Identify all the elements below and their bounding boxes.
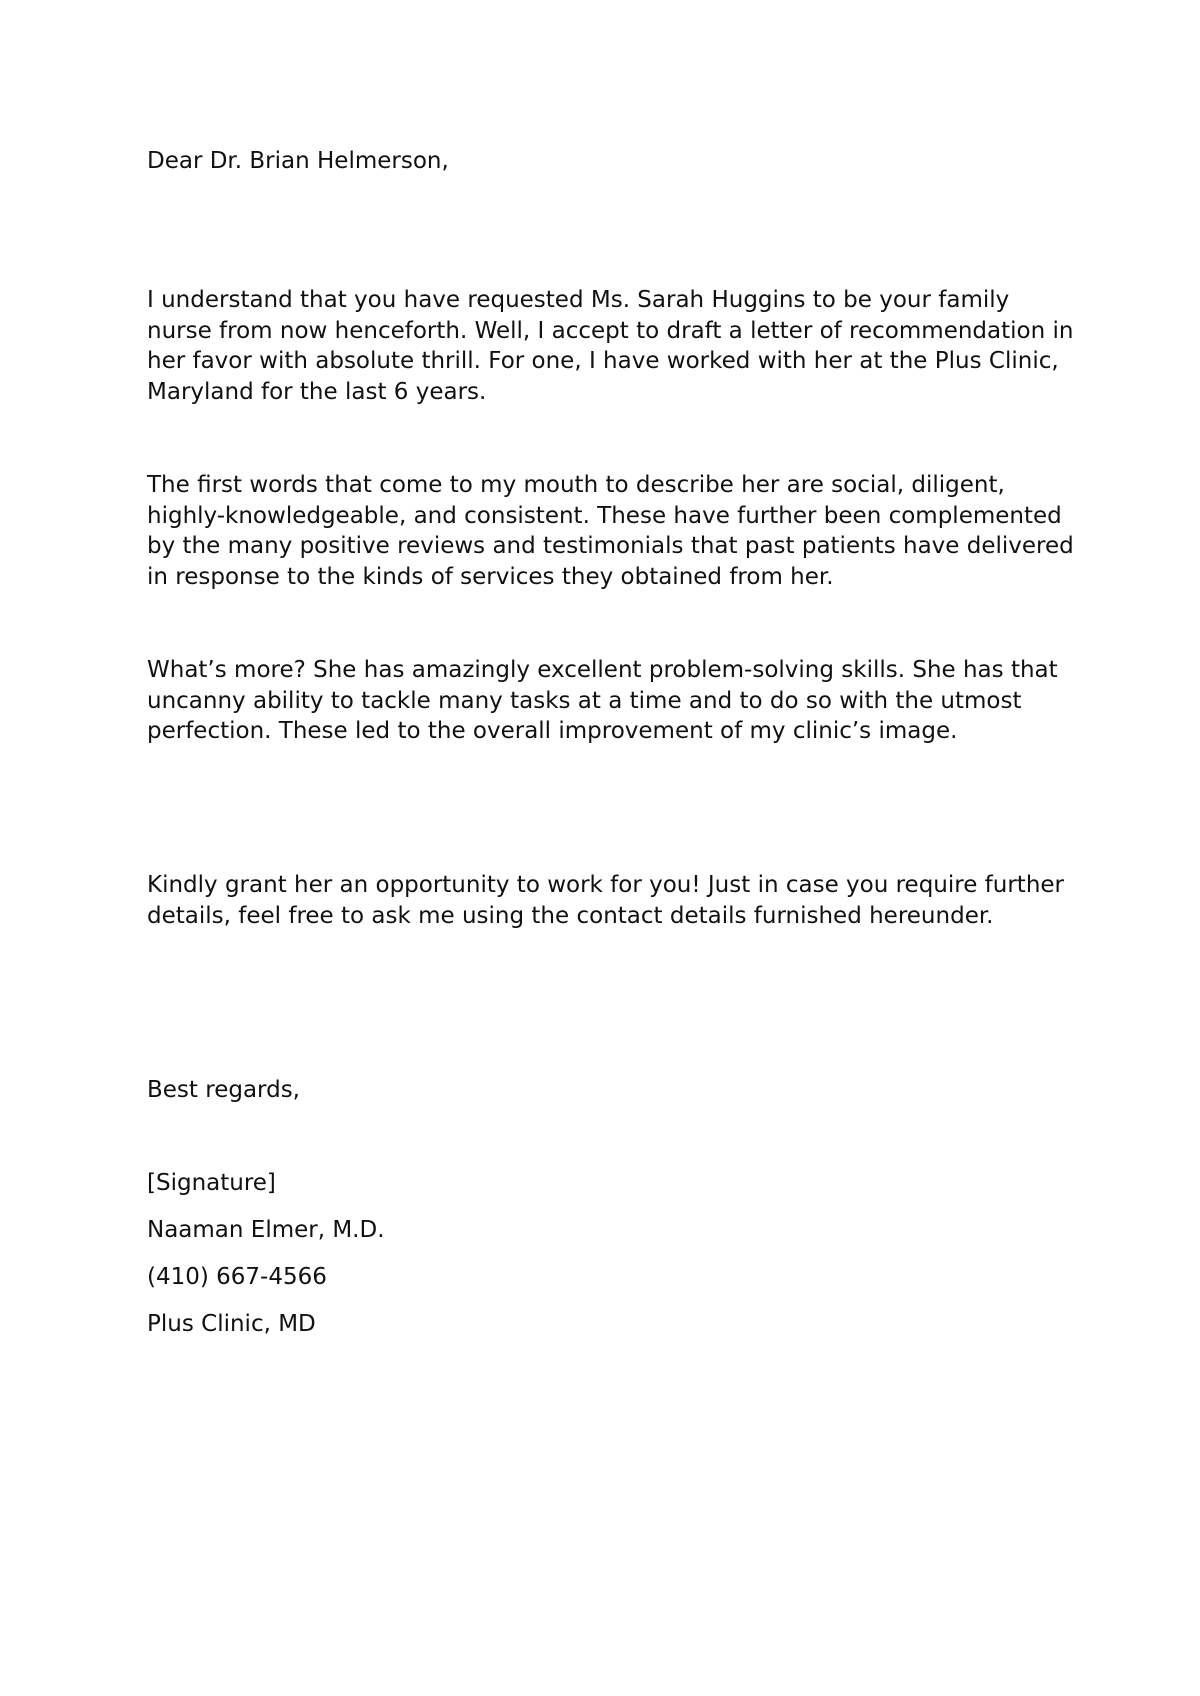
closing: Best regards, xyxy=(147,1077,300,1103)
paragraph-skills: What’s more? She has amazingly excellent problem-solving skills. She has that uncanny ability to tackle many tasks at a time and to do so with the utmost perfection. These led to the overall improvement of my clinic’s image. xyxy=(147,657,1058,744)
sender-name: Naaman Elmer, M.D. xyxy=(147,1217,385,1243)
sender-organization: Plus Clinic, MD xyxy=(147,1311,316,1337)
paragraph-intro: I understand that you have requested Ms. Sarah Huggins to be your family nurse from now henceforth. Well, I accept to draft a letter of recommendation in her favor with absolute thrill. For one, I have worked with her at the Plus Clinic, Maryland for the last 6 years. xyxy=(147,287,1074,405)
salutation: Dear Dr. Brian Helmerson, xyxy=(147,148,449,174)
signature-placeholder: [Signature] xyxy=(147,1170,276,1196)
paragraph-qualities: The first words that come to my mouth to describe her are social, diligent, highly-knowledgeable, and consistent. These have further been complemented by the many positive reviews and testimonials that past patients have delivered in response to the kinds of services they obtained from her. xyxy=(147,472,1074,590)
paragraph-request: Kindly grant her an opportunity to work for you! Just in case you require further details, feel free to ask me using the contact details furnished hereunder. xyxy=(147,872,1065,929)
sender-phone: (410) 667-4566 xyxy=(147,1264,327,1290)
